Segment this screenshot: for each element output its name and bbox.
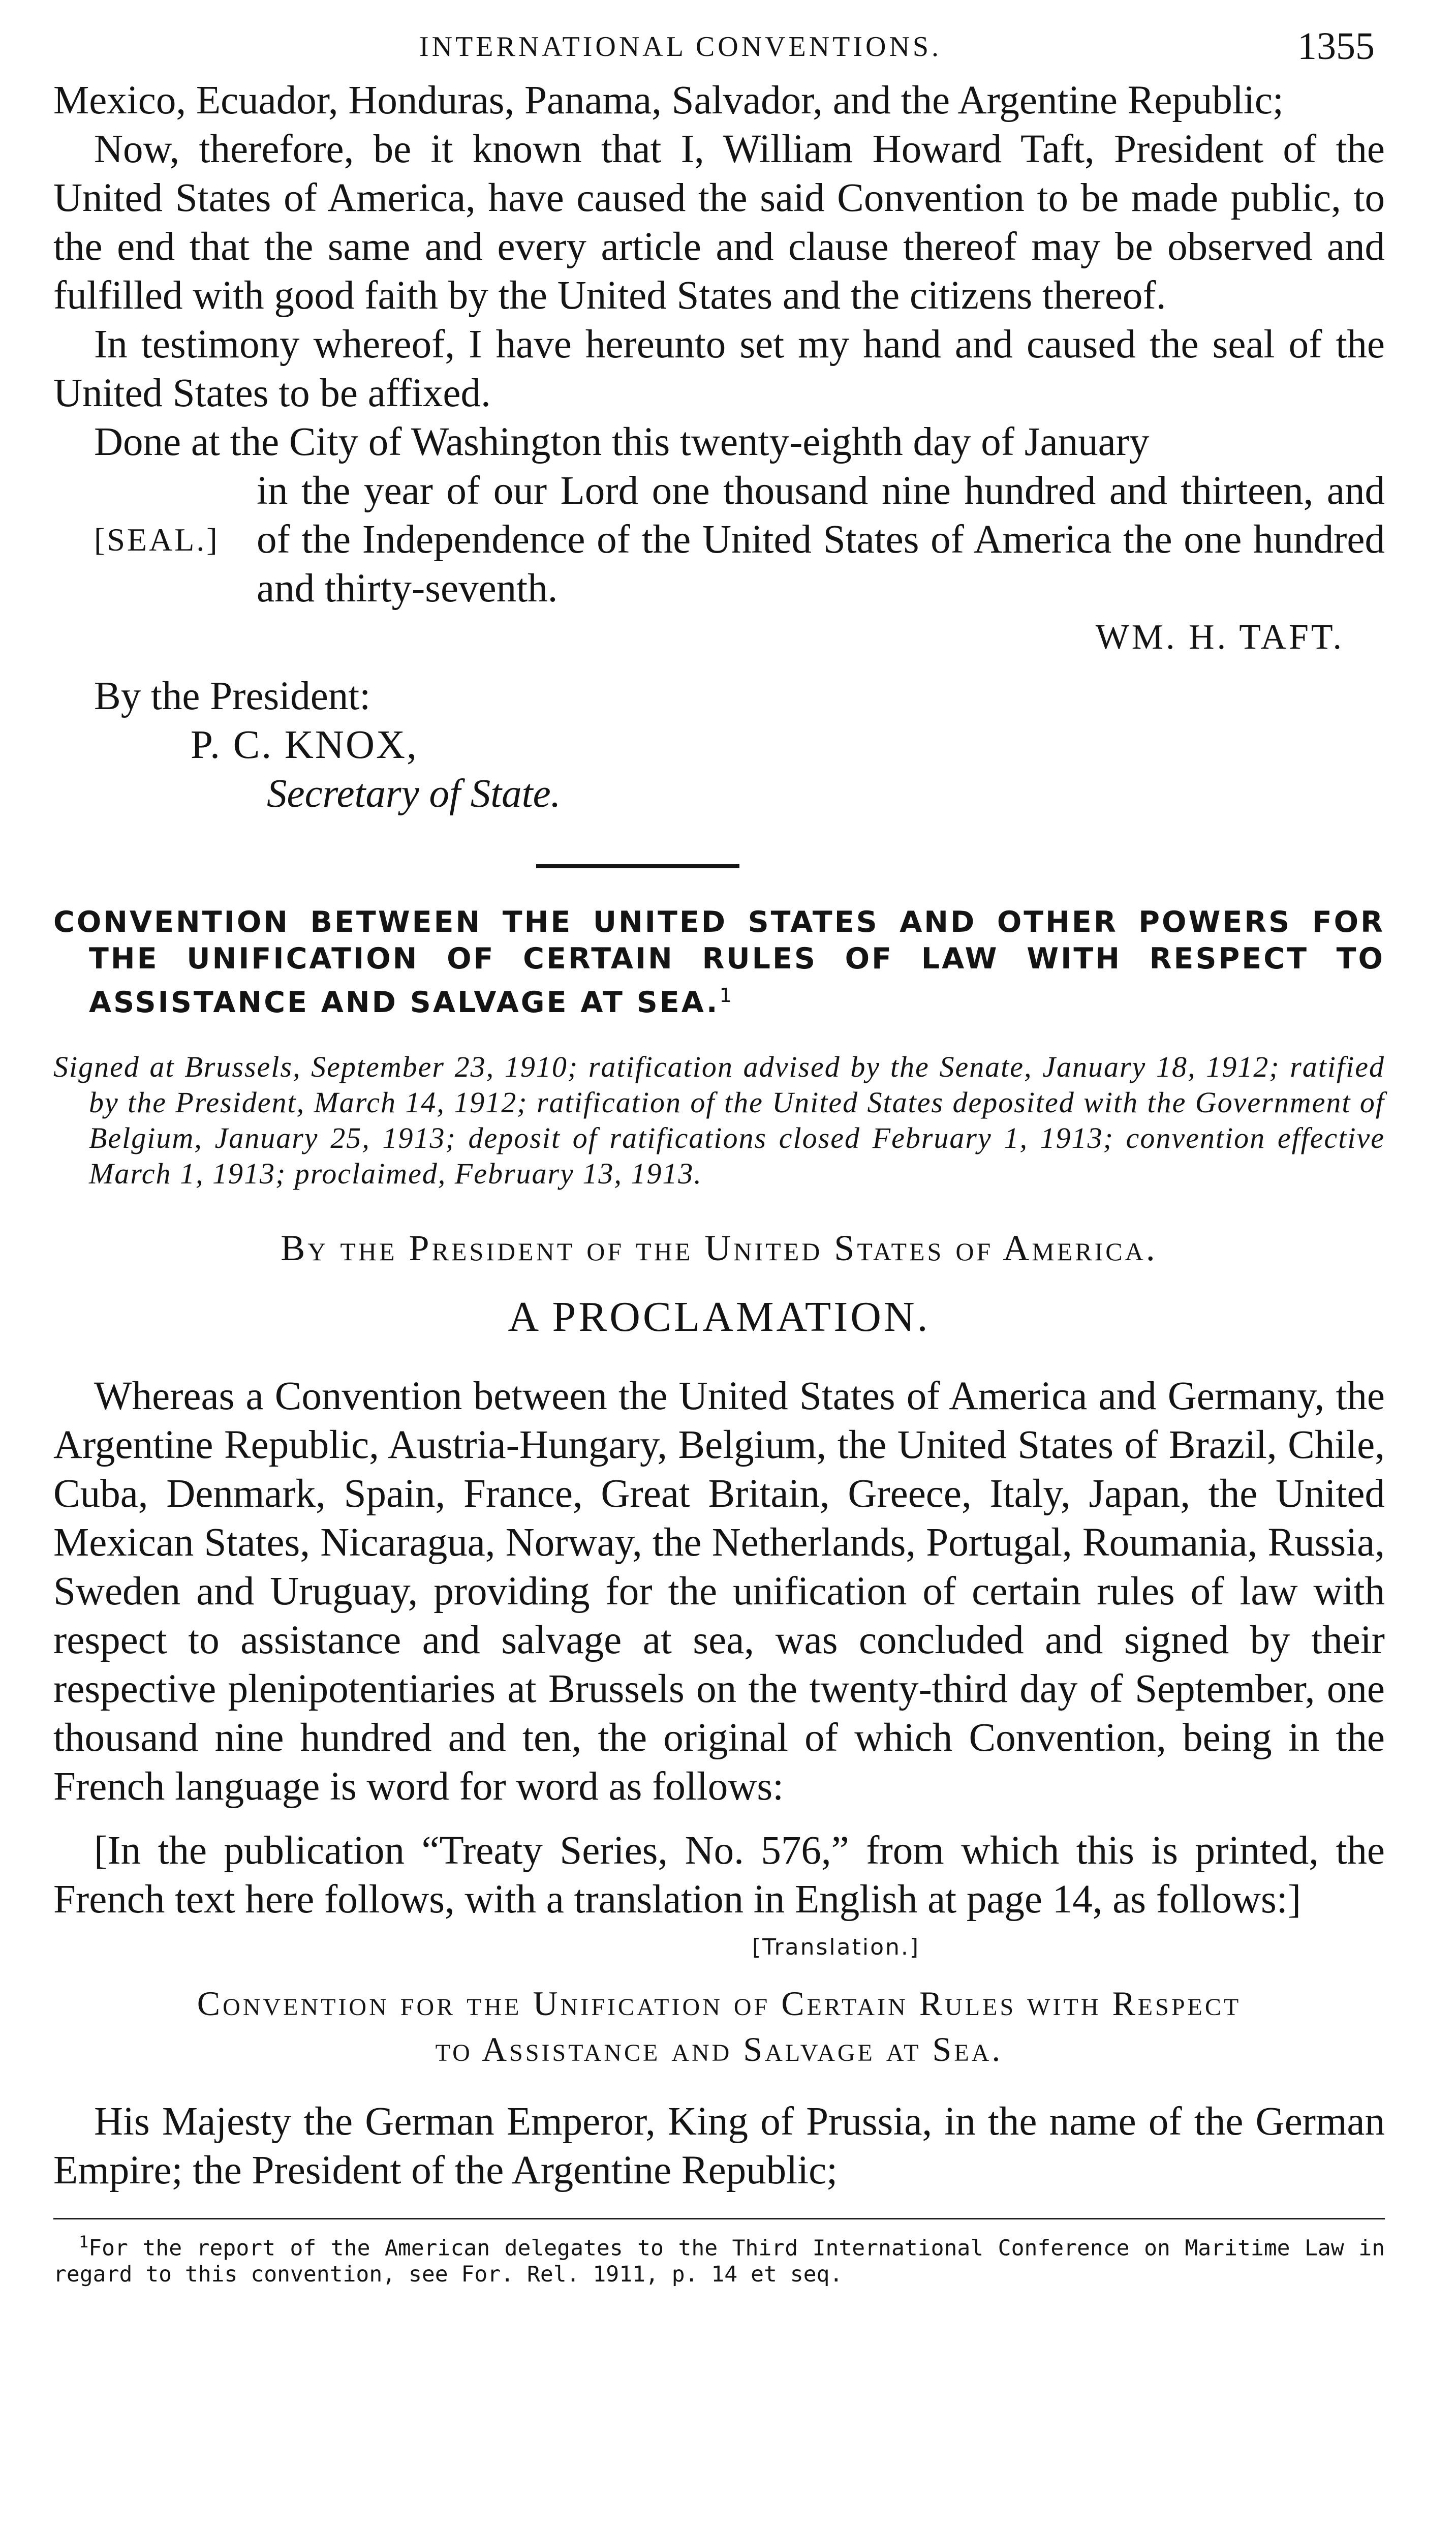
opening-paragraph: His Majesty the German Emperor, King of Prussia, in the name of the German Empire; the President of the Argentine Republic; <box>53 2099 1385 2193</box>
translated-heading <box>53 1981 1385 2072</box>
seal-label: [SEAL.] <box>94 522 220 558</box>
page-number: 1355 <box>1297 25 1375 68</box>
footnote-reference: 1 <box>719 984 734 1007</box>
translation-label: [Translation.] <box>752 1934 920 1960</box>
date-continuation: in the year of our Lord one thousand nine hundred and thirteen, and of the Independence of the United States of America the one hundred and thirty-seventh. <box>257 469 1385 611</box>
translated-heading-line-2: to Assistance and Salvage at Sea. <box>435 2030 1003 2068</box>
running-head <box>53 20 1385 76</box>
publication-note: [In the publication “Treaty Series, No. 576,” from which this is printed, the French text here follows, with a translation in English at page 14, as follows:] <box>53 1829 1385 1922</box>
document-page <box>53 20 1385 2288</box>
signed-note: Signed at Brussels, September 23, 1910; ratification advised by the Senate, January 18, 1912; ratified by the President, March 14, 1912; ratification of the United States deposited with the Government of Belgium, January 25, 1913; deposit of ratifications closed February 1, 1913; convention effective March 1, 1913; proclaimed, February 13, 1913. <box>53 1050 1385 1190</box>
whereas-paragraph: Whereas a Convention between the United States of America and Germany, the Argentine Republic, Austria-Hungary, Belgium, the United States of Brazil, Chile, Cuba, Denmark, Spain, France, Great Britain, Greece, Italy, Japan, the United Mexican States, Nicaragua, Norway, the Netherlands, Portugal, Roumania, Russia, Sweden and Uruguay, providing for the unification of certain rules of law with respect to assistance and salvage at sea, was concluded and signed by their respective plenipotentiaries at Brussels on the twenty-third day of September, one thousand nine hundred and ten, the original of which Convention, being in the French language is word for word as follows: <box>53 1374 1385 1809</box>
continuation-paragraph: Mexico, Ecuador, Honduras, Panama, Salvador, and the Argentine Republic; <box>53 78 1284 123</box>
convention-title-text: CONVENTION BETWEEN THE UNITED STATES AND OTHER POWERS FOR THE UNIFICATION OF CERTAIN RULES OF LAW WITH RESPECT TO ASSISTANCE AND SALVAGE AT SEA. <box>53 905 1385 1019</box>
now-therefore-paragraph: Now, therefore, be it known that I, William Howard Taft, President of the United States of America, have caused the said Convention to be made public, to the end that the same and every article and clause thereof may be observed and fulfilled with good faith by the United States and the citizens thereof. <box>53 127 1385 318</box>
president-signature: WM. H. TAFT. <box>1095 618 1344 657</box>
by-the-president-heading: By the President of the United States of America. <box>281 1228 1158 1268</box>
proclamation-heading: A PROCLAMATION. <box>508 1293 931 1341</box>
convention-title <box>53 904 1385 1021</box>
translated-heading-line-1: Convention for the Unification of Certain Rules with Respect <box>197 1984 1242 2023</box>
by-the-president-line: By the President: <box>94 674 371 718</box>
footnote-marker: 1 <box>79 2232 89 2251</box>
footnote-divider <box>53 2218 1385 2219</box>
running-head-title: INTERNATIONAL CONVENTIONS. <box>419 31 942 63</box>
testimony-paragraph: In testimony whereof, I have hereunto set my hand and caused the seal of the United States to be affixed. <box>53 322 1385 415</box>
secretary-title: Secretary of State. <box>267 772 561 816</box>
footnote <box>53 2229 1385 2288</box>
seal-block <box>53 467 1385 613</box>
secretary-name: P. C. KNOX, <box>191 723 418 767</box>
done-at-line: Done at the City of Washington this twenty-eighth day of January <box>94 420 1150 464</box>
section-divider <box>536 864 739 868</box>
footnote-text: For the report of the American delegates to the Third International Conference on Maritime Law in regard to this convention, see For. Rel. 1911, p. 14 et seq. <box>53 2235 1385 2288</box>
